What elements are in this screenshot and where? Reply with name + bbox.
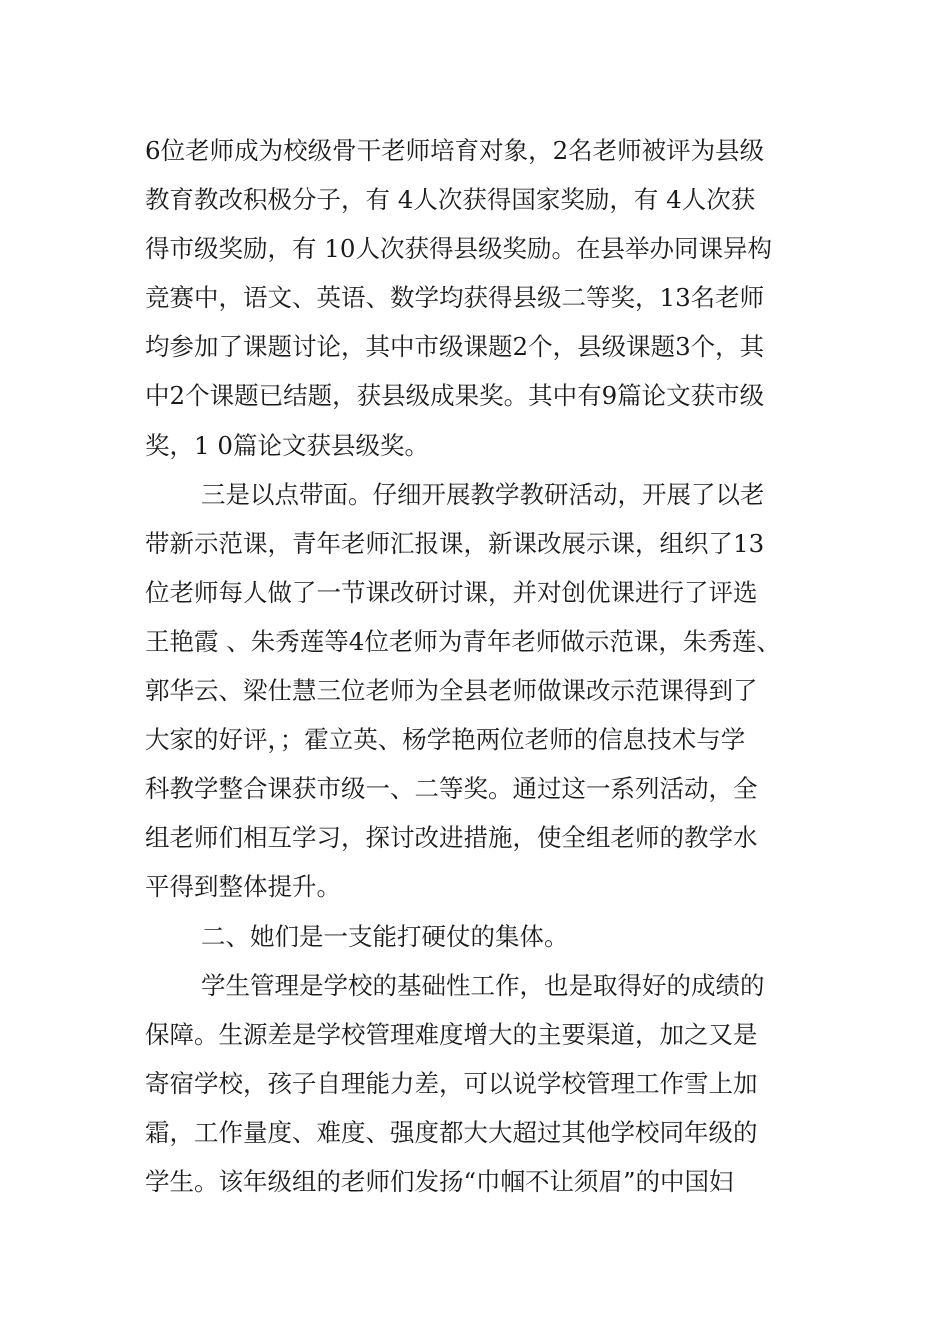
paragraph-achievements bbox=[145, 126, 825, 470]
text-line: 带新示范课，青年老师汇报课，新课改展示课，组织了13 bbox=[145, 528, 765, 558]
text-line: 中2个课题已结题，获县级成果奖。其中有9篇论文获市级 bbox=[145, 381, 765, 411]
text-line: 组老师们相互学习，探讨改进措施，使全组老师的教学水 bbox=[145, 823, 758, 853]
text-line: 6位老师成为校级骨干老师培育对象，2名老师被评为县级 bbox=[145, 136, 765, 165]
text-line: 均参加了课题讨论，其中市级课题2个，县级课题3个，其 bbox=[145, 332, 765, 362]
text-line: 霜，工作量度、难度、强度都大大超过其他学校同年级的 bbox=[145, 1117, 758, 1147]
paragraph-student-management bbox=[145, 961, 825, 1206]
text-line: 寄宿学校，孩子自理能力差，可以说学校管理工作雪上加 bbox=[145, 1068, 758, 1098]
text-line: 科教学整合课获市级一、二等奖。通过这一系列活动，全 bbox=[145, 774, 758, 804]
section-heading-text: 二、她们是一支能打硬仗的集体。 bbox=[201, 921, 569, 951]
text-line: 大家的好评，；霍立英、杨学艳两位老师的信息技术与学 bbox=[145, 725, 746, 755]
paragraph-teaching-activities bbox=[145, 470, 825, 912]
text-line: 竞赛中，语文、英语、数学均获得县级二等奖，13名老师 bbox=[145, 283, 765, 313]
text-line: 王艳霞 、朱秀莲等4位老师为青年老师做示范课，朱秀莲、 bbox=[145, 626, 781, 656]
text-line: 学生。该年级组的老师们发扬“巾帼不让须眉”的中国妇 bbox=[145, 1166, 734, 1196]
document-body bbox=[145, 126, 825, 1206]
text-line: 郭华云、梁仕慧三位老师为全县老师做课改示范课得到了 bbox=[145, 676, 758, 706]
text-line: 教育教改积极分子，有 4人次获得国家奖励，有 4人次获 bbox=[145, 185, 756, 215]
text-line: 平得到整体提升。 bbox=[145, 872, 341, 902]
text-line: 学生管理是学校的基础性工作，也是取得好的成绩的 bbox=[201, 970, 765, 1000]
text-line: 位老师每人做了一节课改研讨课，并对创优课进行了评选 bbox=[145, 577, 758, 607]
text-line: 奖，1 0篇论文获县级奖。 bbox=[145, 430, 429, 460]
section-heading bbox=[145, 912, 825, 961]
text-line: 三是以点带面。仔细开展教学教研活动，开展了以老 bbox=[201, 479, 765, 509]
text-line: 保障。生源差是学校管理难度增大的主要渠道，加之又是 bbox=[145, 1019, 758, 1049]
text-line: 得市级奖励，有 10人次获得县级奖励。在县举办同课异构 bbox=[145, 234, 772, 264]
